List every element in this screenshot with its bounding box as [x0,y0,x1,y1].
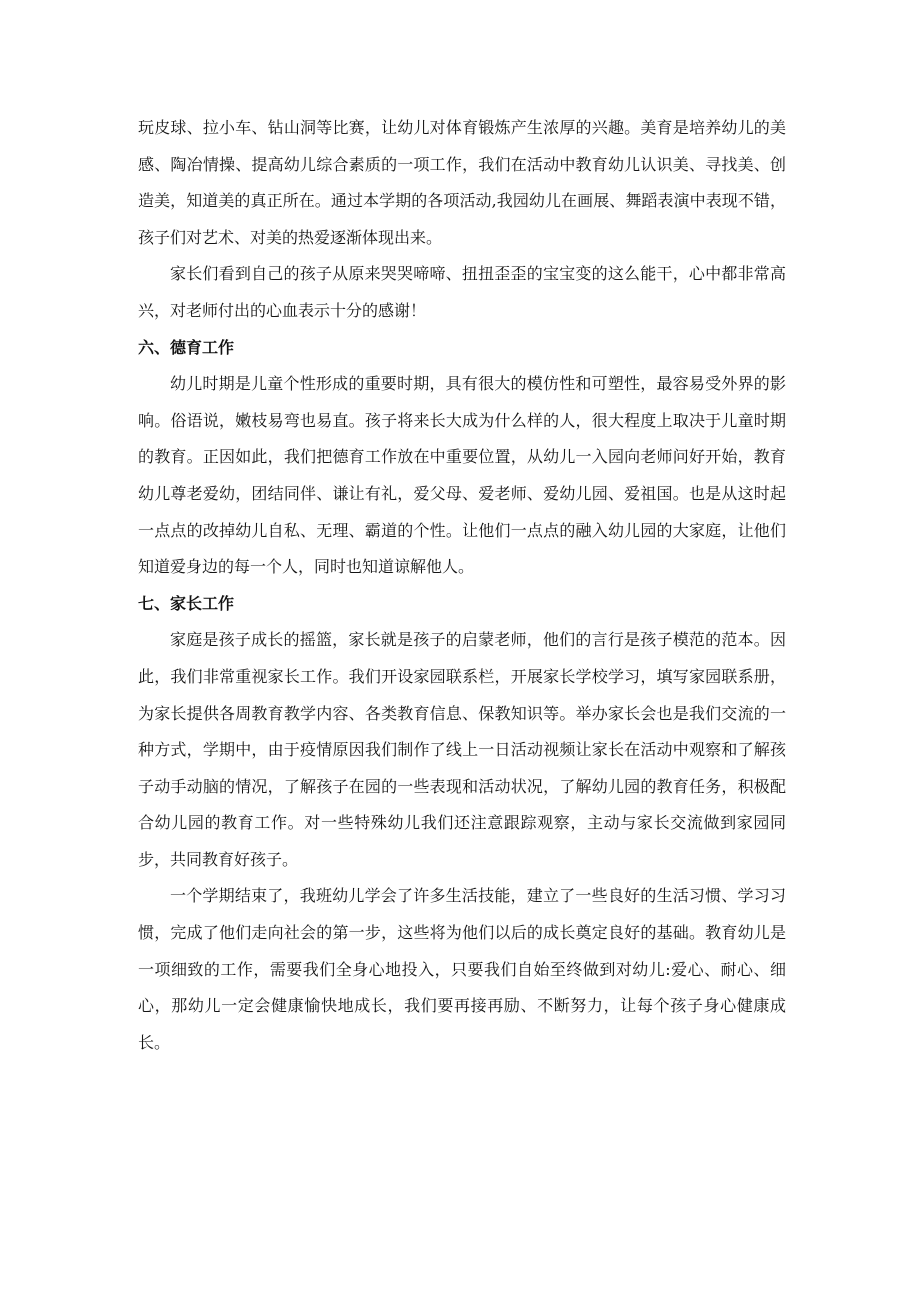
paragraph-moral-education: 幼儿时期是儿童个性形成的重要时期，具有很大的模仿性和可塑性，最容易受外界的影响。俗语说，嫩枝易弯也易直。孩子将来长大成为什么样的人，很大程度上取决于儿童时期的教育。正因如此，我们把德育工作放在中重要位置，从幼儿一入园向老师问好开始，教育幼儿尊老爱幼，团结同伴、谦让有礼，爱父母、爱老师、爱幼儿园、爱祖国。也是从这时起一点点的改掉幼儿自私、无理、霸道的个性。让他们一点点的融入幼儿园的大家庭，让他们知道爱身边的每一个人，同时也知道谅解他人。 [138,374,786,577]
paragraph-semester-summary: 一个学期结束了，我班幼儿学会了许多生活技能，建立了一些良好的生活习惯、学习习惯，完成了他们走向社会的第一步，这些将为他们以后的成长奠定良好的基础。教育幼儿是一项细致的工作，需要我们全身心地投入，只要我们自始至终做到对幼儿:爱心、耐心、细心，那幼儿一定会健康愉快地成长，我们要再接再励、不断努力，让每个孩子身心健康成长。 [138,886,786,1052]
section-heading-moral-education: 六、德育工作 [138,337,235,357]
document-body [138,110,786,1061]
section-heading-parent-work: 七、家长工作 [138,593,235,613]
paragraph-parent-work: 家庭是孩子成长的摇篮，家长就是孩子的启蒙老师，他们的言行是孩子模范的范本。因此，我们非常重视家长工作。我们开设家园联系栏，开展家长学校学习，填写家园联系册，为家长提供各周教育教学内容、各类教育信息、保教知识等。举办家长会也是我们交流的一种方式，学期中，由于疫情原因我们制作了线上一日活动视频让家长在活动中观察和了解孩子动手动脑的情况，了解孩子在园的一些表现和活动状况，了解幼儿园的教育任务，积极配合幼儿园的教育工作。对一些特殊幼儿我们还注意跟踪观察，主动与家长交流做到家园同步，共同教育好孩子。 [138,630,786,869]
paragraph-parent-gratitude: 家长们看到自己的孩子从原来哭哭啼啼、扭扭歪歪的宝宝变的这么能干，心中都非常高兴，对老师付出的心血表示十分的感谢！ [138,264,786,320]
paragraph-sports-arts: 玩皮球、拉小车、钻山洞等比赛，让幼儿对体育锻炼产生浓厚的兴趣。美育是培养幼儿的美感、陶冶情操、提高幼儿综合素质的一项工作，我们在活动中教育幼儿认识美、寻找美、创造美，知道美的真正所在。通过本学期的各项活动,我园幼儿在画展、舞蹈表演中表现不错，孩子们对艺术、对美的热爱逐渐体现出来。 [138,118,786,247]
